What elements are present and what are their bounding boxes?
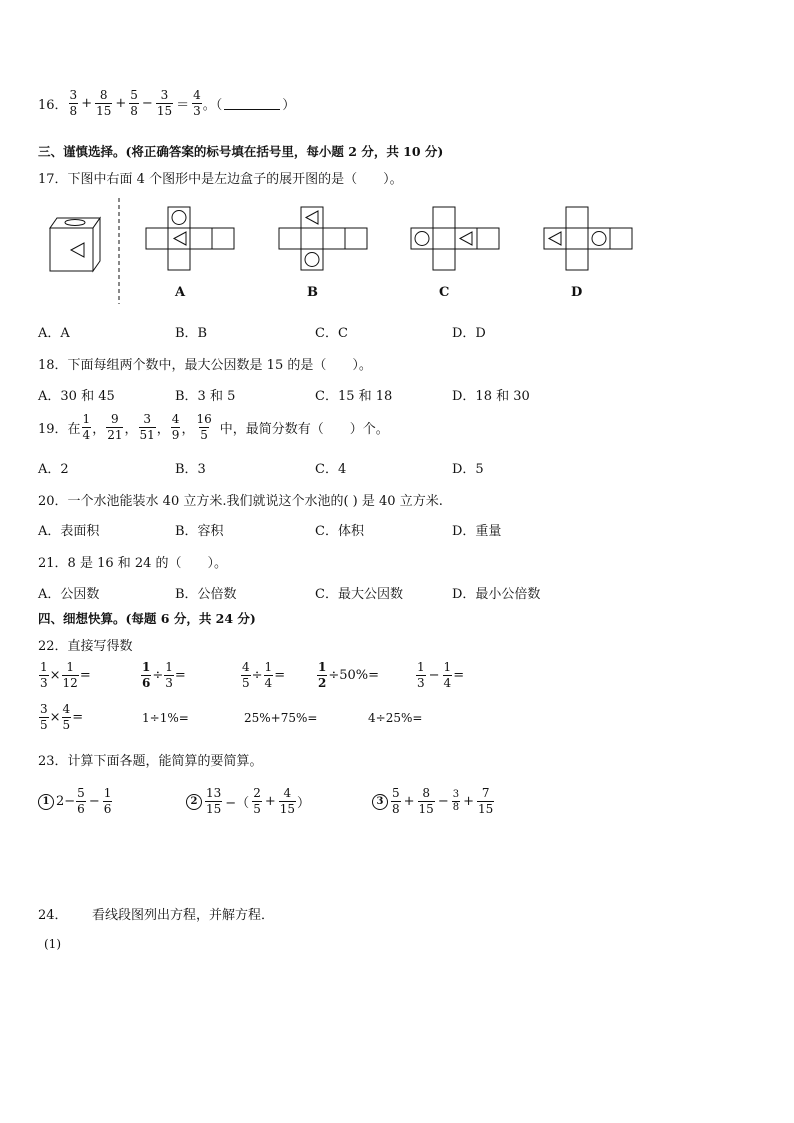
fraction: $\frac{5}{8}$ — [130, 88, 138, 118]
divide-sign: ÷ — [152, 668, 164, 683]
q16-tail: 。（ — [202, 98, 223, 113]
q24-text: 看线段图列出方程，并解方程． — [92, 908, 275, 923]
net-c — [411, 207, 499, 270]
fraction: $\frac{1}{6}$ — [103, 786, 112, 816]
q23-problem-3 — [372, 786, 495, 817]
q20-option-d[interactable]: D．重量 — [452, 524, 502, 539]
q22-expr-7: 1÷1%= — [142, 711, 189, 725]
q20-option-a[interactable]: A．表面积 — [38, 524, 100, 539]
comma: ， — [124, 422, 138, 437]
q22-expr-4 — [316, 660, 379, 691]
fraction: $\frac{4}{9}$ — [171, 412, 180, 442]
q17-figure — [38, 192, 658, 307]
times-sign: × — [49, 710, 61, 725]
minus-sign: − — [141, 96, 153, 111]
plus-sign: + — [264, 794, 276, 809]
q20-option-b[interactable]: B．容积 — [175, 524, 224, 539]
q16-number: 16． — [38, 98, 68, 113]
plus-sign: + — [81, 96, 93, 111]
q18-option-a[interactable]: A．30 和 45 — [38, 389, 115, 404]
q16-close: ） — [282, 98, 296, 113]
divide-sign: ÷ — [251, 668, 263, 683]
q18-option-c[interactable]: C．15 和 18 — [315, 389, 393, 404]
fraction: $\frac{1}{4}$ — [443, 660, 452, 690]
q19-prefix: 19．在 — [38, 422, 81, 437]
q19-suffix: 中，最简分数有（ ）个。 — [219, 422, 389, 437]
fraction: $\frac{1}{3}$ — [165, 660, 173, 690]
q21-option-c[interactable]: C．最大公因数 — [315, 587, 403, 602]
q22-expr-3 — [240, 660, 285, 691]
q18-option-b[interactable]: B．3 和 5 — [175, 389, 236, 404]
q18-text: 18．下面每组两个数中，最大公因数是 15 的是（ ）。 — [38, 358, 372, 373]
equals-sign: = — [72, 710, 84, 725]
fraction: $\frac{5}{6}$ — [77, 786, 85, 816]
q20-option-c[interactable]: C．体积 — [315, 524, 364, 539]
figure-label-a: A — [175, 285, 186, 300]
q24-sub-1: (1) — [44, 937, 61, 951]
equals-sign: = — [79, 668, 91, 683]
fraction: $\frac{1}{4}$ — [82, 412, 91, 442]
circled-number-2: 2 — [186, 794, 202, 810]
q19-line — [38, 412, 389, 443]
q21-option-b[interactable]: B．公倍数 — [175, 587, 237, 602]
q22-expr-6 — [38, 702, 83, 733]
q22-text: 22．直接写得数 — [38, 639, 133, 654]
fraction: $\frac{1}{12}$ — [62, 660, 78, 690]
fraction: $\frac{8}{15}$ — [96, 88, 112, 118]
q18-option-d[interactable]: D．18 和 30 — [452, 389, 530, 404]
q17-option-a[interactable]: A．A — [38, 326, 70, 341]
close-paren: ） — [297, 796, 311, 811]
figure-label-b: B — [307, 285, 318, 300]
equals-sign: = — [174, 668, 186, 683]
q22-expr-2 — [140, 660, 186, 691]
fraction: $\frac{3}{8}$ — [452, 789, 460, 813]
circled-number-1: 1 — [38, 794, 54, 810]
q19-option-d[interactable]: D．5 — [452, 462, 484, 477]
fraction: $\frac{3}{8}$ — [69, 88, 78, 118]
q22-expr-1 — [38, 660, 91, 691]
q20-text: 20．一个水池能装水 40 立方米.我们就说这个水池的( ) 是 40 立方米. — [38, 494, 443, 509]
fraction: $\frac{4}{5}$ — [62, 702, 71, 732]
fraction: $\frac{8}{15}$ — [418, 786, 434, 816]
fraction: $\frac{2}{5}$ — [253, 786, 261, 816]
net-a — [146, 207, 234, 270]
q22-expr-8: 25%+75%= — [244, 711, 318, 725]
q19-option-a[interactable]: A．2 — [38, 462, 69, 477]
fraction: $\frac{4}{15}$ — [279, 786, 296, 816]
fraction: $\frac{3}{51}$ — [139, 412, 155, 442]
minus-sign: − — [428, 668, 440, 683]
fraction: $\frac{4}{3}$ — [193, 88, 201, 118]
q22-expr-5 — [415, 660, 464, 691]
net-d — [544, 207, 632, 270]
q23-text: 23．计算下面各题，能简算的要简算。 — [38, 754, 263, 769]
q16-line — [38, 88, 295, 119]
q22-expr-9: 4÷25%= — [368, 711, 423, 725]
cube-drawing — [50, 218, 100, 271]
figure-label-c: C — [439, 285, 450, 300]
equals-sign: = — [453, 668, 465, 683]
section3-title: 三、谨慎选择。(将正确答案的标号填在括号里，每小题 2 分，共 10 分) — [38, 144, 444, 159]
q17-option-c[interactable]: C．C — [315, 326, 348, 341]
q19-option-b[interactable]: B．3 — [175, 462, 206, 477]
q21-option-d[interactable]: D．最小公倍数 — [452, 587, 541, 602]
plus-sign: + — [463, 794, 475, 809]
figure-label-d: D — [571, 285, 583, 300]
fraction: $\frac{4}{5}$ — [242, 660, 250, 690]
circled-number-3: 3 — [372, 794, 388, 810]
fraction: $\frac{13}{15}$ — [206, 786, 222, 816]
minus-paren: −（ — [225, 796, 250, 811]
q23-problem-2 — [186, 786, 310, 817]
fraction: $\frac{1}{3}$ — [40, 660, 48, 690]
answer-blank[interactable] — [224, 97, 280, 110]
plus-sign: + — [115, 96, 127, 111]
comma: ， — [181, 422, 195, 437]
fraction: $\frac{9}{21}$ — [107, 412, 123, 442]
fraction: $\frac{1}{4}$ — [264, 660, 273, 690]
plus-sign: + — [403, 794, 415, 809]
comma: ， — [156, 422, 170, 437]
fraction: $\frac{1}{3}$ — [417, 660, 425, 690]
equals-sign: = — [274, 668, 286, 683]
q21-text: 21．8 是 16 和 24 的（ ）。 — [38, 556, 228, 571]
fraction: $\frac{7}{15}$ — [478, 786, 494, 816]
fraction: $\frac{1}{2}$ — [318, 660, 327, 690]
expr-lead: 2− — [56, 794, 76, 809]
q17-option-d[interactable]: D．D — [452, 326, 486, 341]
q21-option-a[interactable]: A．公因数 — [38, 587, 100, 602]
fraction: $\frac{3}{15}$ — [156, 88, 173, 118]
q24-number: 24． — [38, 908, 68, 923]
comma: ， — [92, 422, 106, 437]
times-sign: × — [49, 668, 61, 683]
minus-sign: − — [88, 794, 100, 809]
fraction: $\frac{16}{5}$ — [196, 412, 212, 442]
q17-option-b[interactable]: B．B — [175, 326, 208, 341]
net-b — [279, 207, 367, 270]
equals-sign: ＝ — [176, 98, 190, 113]
q19-option-c[interactable]: C．4 — [315, 462, 347, 477]
minus-sign: − — [437, 794, 449, 809]
fraction: $\frac{5}{8}$ — [392, 786, 400, 816]
q23-problem-1 — [38, 786, 113, 817]
q17-text: 17．下图中右面 4 个图形中是左边盒子的展开图的是（ ）。 — [38, 172, 403, 187]
section4-title: 四、细想快算。(每题 6 分，共 24 分) — [38, 611, 256, 626]
fraction: $\frac{3}{5}$ — [40, 702, 48, 732]
fraction: $\frac{1}{6}$ — [142, 660, 151, 690]
expr-rest: ÷50%= — [328, 668, 380, 683]
